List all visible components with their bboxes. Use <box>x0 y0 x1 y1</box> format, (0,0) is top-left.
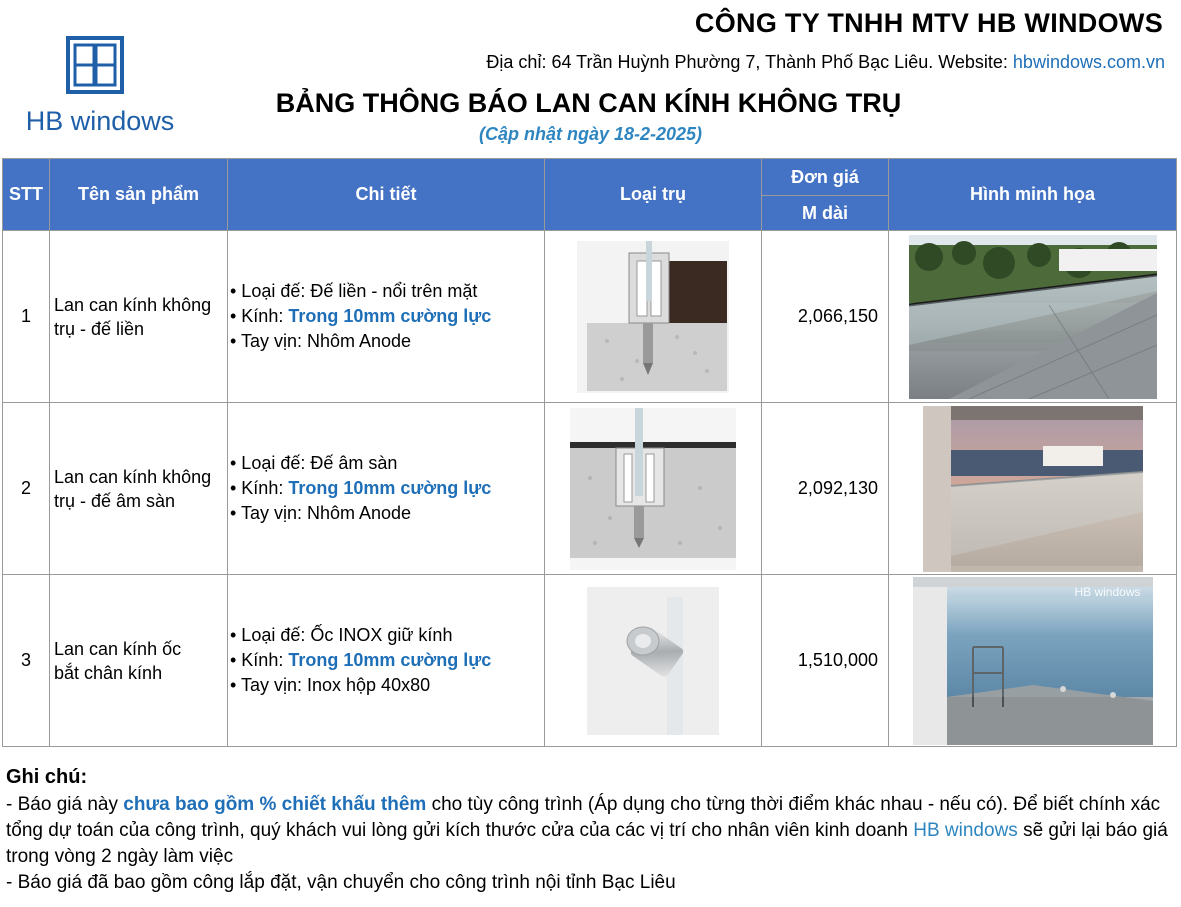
header-post-type: Loại trụ <box>545 159 762 231</box>
header-detail: Chi tiết <box>228 159 545 231</box>
header-unit-price: Đơn giá <box>762 159 889 196</box>
row-detail <box>228 231 545 403</box>
header-stt: STT <box>3 159 50 231</box>
logo-text: HB windows <box>25 106 175 136</box>
detail-handrail: • Tay vịn: Nhôm Anode <box>230 503 412 523</box>
post-type-image <box>545 575 762 747</box>
row-product-name-line: Lan can kính không <box>54 294 212 315</box>
detail-glass <box>230 304 544 329</box>
row-detail <box>228 403 545 575</box>
table-row <box>3 403 1177 575</box>
table-row <box>3 575 1177 747</box>
address-text: Địa chỉ: 64 Trần Huỳnh Phường 7, Thành Phố Bạc Liêu. Website: <box>486 52 1013 72</box>
detail-base: • Loại đế: Đế liền - nổi trên mặt <box>230 281 478 301</box>
row-product-name <box>50 231 228 403</box>
company-logo <box>10 36 190 136</box>
detail-glass-label: • Kính: <box>230 306 289 326</box>
row-stt: 2 <box>3 403 50 575</box>
row-product-name-line: Lan can kính ốc <box>54 638 182 659</box>
row-product-name <box>50 575 228 747</box>
row-product-name-line: trụ - đế liền <box>54 318 145 339</box>
row-product-name <box>50 403 228 575</box>
notes-heading: Ghi chú: <box>6 766 88 788</box>
page-title <box>0 88 1181 119</box>
detail-base: • Loại đế: Ốc INOX giữ kính <box>230 625 453 645</box>
detail-glass-label: • Kính: <box>230 650 289 670</box>
header-product-name: Tên sản phẩm <box>50 159 228 231</box>
update-date: (Cập nhật ngày 18-2-2025) <box>478 124 703 144</box>
note-item: - Báo giá đã bao gồm công lắp đặt, vận chuyển cho công trình nội tỉnh Bạc Liêu <box>6 872 676 893</box>
detail-handrail: • Tay vịn: Inox hộp 40x80 <box>230 675 431 695</box>
detail-glass <box>230 648 544 673</box>
row-stt: 3 <box>3 575 50 747</box>
row-product-name-line: bắt chân kính <box>54 662 163 683</box>
terrace-glass-railing-photo <box>909 235 1157 399</box>
post-type-image <box>545 231 762 403</box>
note-text: - Báo giá này <box>6 794 124 815</box>
illustration-cell <box>889 575 1177 747</box>
price-table <box>2 158 1177 747</box>
watermark-text: HB windows <box>1074 584 1141 599</box>
illustration-cell <box>889 231 1177 403</box>
notes-section <box>6 764 1176 896</box>
note-highlight: chưa bao gồm % chiết khấu thêm <box>123 794 427 815</box>
stainless-standoff-image <box>587 587 719 735</box>
recessed-profile-image <box>570 408 736 570</box>
header-illustration: Hình minh họa <box>889 159 1177 231</box>
row-detail <box>228 575 545 747</box>
note-text: sẽ gửi lại báo giá trong vòng 2 ngày làm việc <box>6 820 1168 867</box>
page-title-text: BẢNG THÔNG BÁO LAN CAN KÍNH KHÔNG TRỤ <box>275 88 902 118</box>
row-price: 2,092,130 <box>762 403 889 575</box>
row-stt: 1 <box>3 231 50 403</box>
post-type-image <box>545 403 762 575</box>
website-link[interactable]: hbwindows.com.vn <box>1012 52 1165 72</box>
note-text: cho tùy công trình (Áp dụng cho từng thời điểm khác nhau - nếu có). Để biết chính xác tổng dự toán của công trình, quý khách vui lòng gửi kích thước cửa của các vị trí cho nhân viên kinh doanh <box>6 794 1161 841</box>
surface-mounted-profile-image <box>577 241 729 393</box>
balcony-standoff-railing-photo <box>913 577 1153 745</box>
detail-handrail: • Tay vịn: Nhôm Anode <box>230 331 412 351</box>
balcony-sea-view-photo <box>923 406 1143 572</box>
row-product-name-line: trụ - đế âm sàn <box>54 490 176 511</box>
detail-glass-label: • Kính: <box>230 478 289 498</box>
company-name: CÔNG TY TNHH MTV HB WINDOWS <box>694 8 1163 38</box>
row-price: 2,066,150 <box>762 231 889 403</box>
table-row <box>3 231 1177 403</box>
detail-glass <box>230 476 544 501</box>
detail-base: • Loại đế: Đế âm sàn <box>230 453 398 473</box>
illustration-cell <box>889 403 1177 575</box>
detail-glass-value: Trong 10mm cường lực <box>288 306 492 326</box>
company-address <box>486 52 1165 73</box>
note-brand: HB windows <box>913 820 1018 841</box>
detail-glass-value: Trong 10mm cường lực <box>288 478 492 498</box>
detail-glass-value: Trong 10mm cường lực <box>288 650 492 670</box>
row-product-name-line: Lan can kính không <box>54 466 212 487</box>
row-price: 1,510,000 <box>762 575 889 747</box>
header-unit: M dài <box>762 196 889 231</box>
note-item <box>6 792 1176 870</box>
window-logo-icon <box>66 36 124 94</box>
